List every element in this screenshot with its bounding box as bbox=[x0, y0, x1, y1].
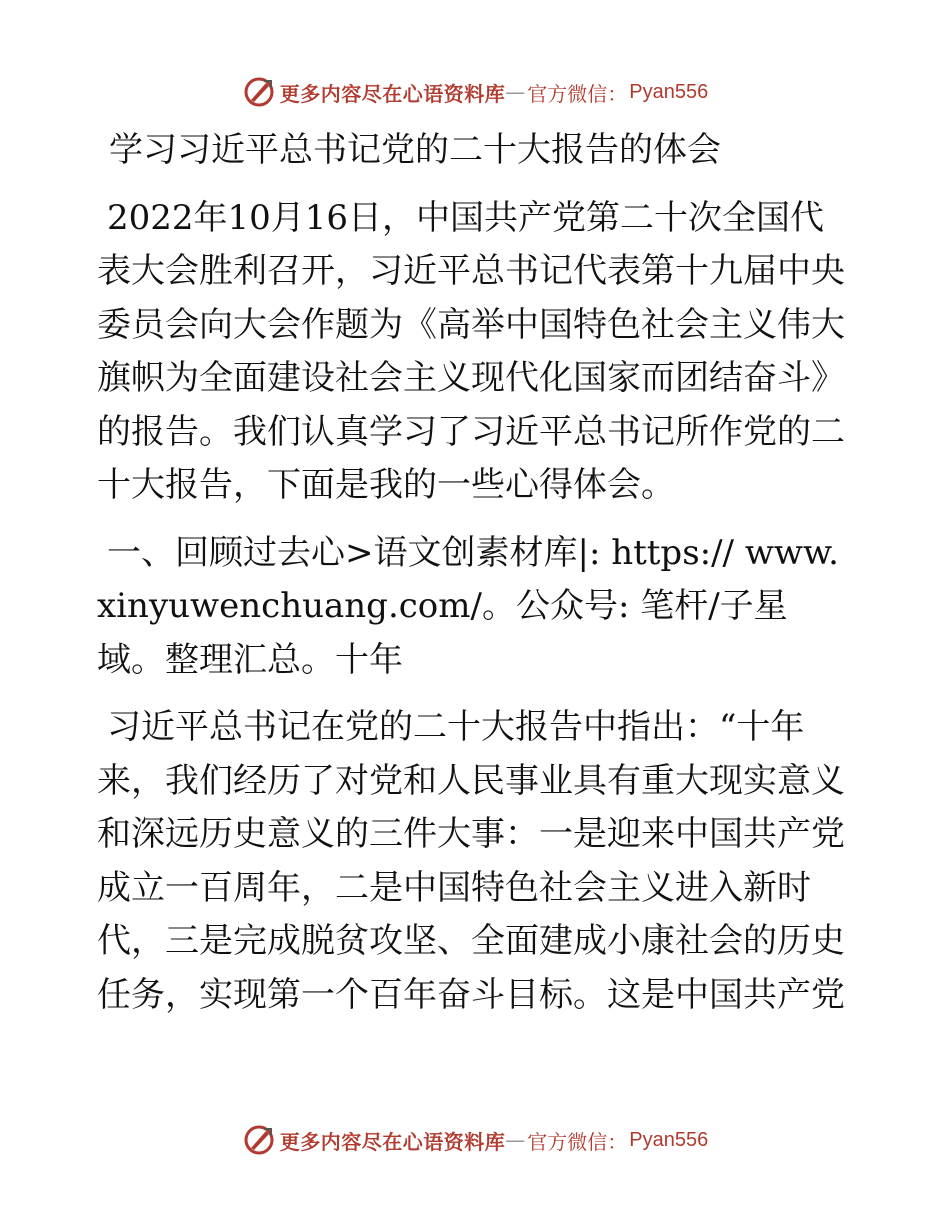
header-wechat-id: Pyan556 bbox=[629, 80, 709, 103]
header-banner bbox=[0, 72, 950, 112]
header-wechat-label: 官方微信： bbox=[527, 81, 628, 106]
paragraph-quote: 习近平总书记在党的二十大报告中指出：“十年来，我们经历了对党和人民事业具有重大现实意义和深远历史意义的三件大事：一是迎来中国共产党成立一百周年，二是中国特色社会主义进入新时代，三是完成脱贫攻坚、全面建成小康社会的历史任务，实现第一个百年奋斗目标。这是中国共产党 bbox=[97, 707, 845, 1015]
footer-separator: — bbox=[505, 1128, 526, 1152]
footer-banner bbox=[0, 1120, 950, 1160]
document-title: 学习习近平总书记党的二十大报告的体会 bbox=[109, 130, 721, 170]
paragraph-intro: 2022年10月16日，中国共产党第二十次全国代表大会胜利召开，习近平总书记代表第十九届中央委员会向大会作题为《高举中国特色社会主义伟大旗帜为全面建设社会主义现代化国家而团结奋斗》的报告。我们认真学习了习近平总书记所作党的二十大报告，下面是我的一些心得体会。 bbox=[97, 197, 845, 505]
paragraph-section-one: 一、回顾过去心>语文创素材库|: https:// www.xinyuwenchuang.com/。公众号: 笔杆/子星域。整理汇总。十年 bbox=[97, 532, 839, 680]
quill-logo-icon bbox=[242, 75, 276, 109]
header-banner-text: 更多内容尽在心语资料库 bbox=[279, 81, 506, 106]
quill-logo-icon bbox=[242, 1123, 276, 1157]
footer-wechat-label: 官方微信： bbox=[527, 1129, 628, 1154]
document-body bbox=[97, 124, 849, 1036]
footer-banner-text: 更多内容尽在心语资料库 bbox=[279, 1129, 506, 1154]
footer-wechat-id: Pyan556 bbox=[629, 1128, 709, 1151]
header-separator: — bbox=[505, 80, 526, 104]
